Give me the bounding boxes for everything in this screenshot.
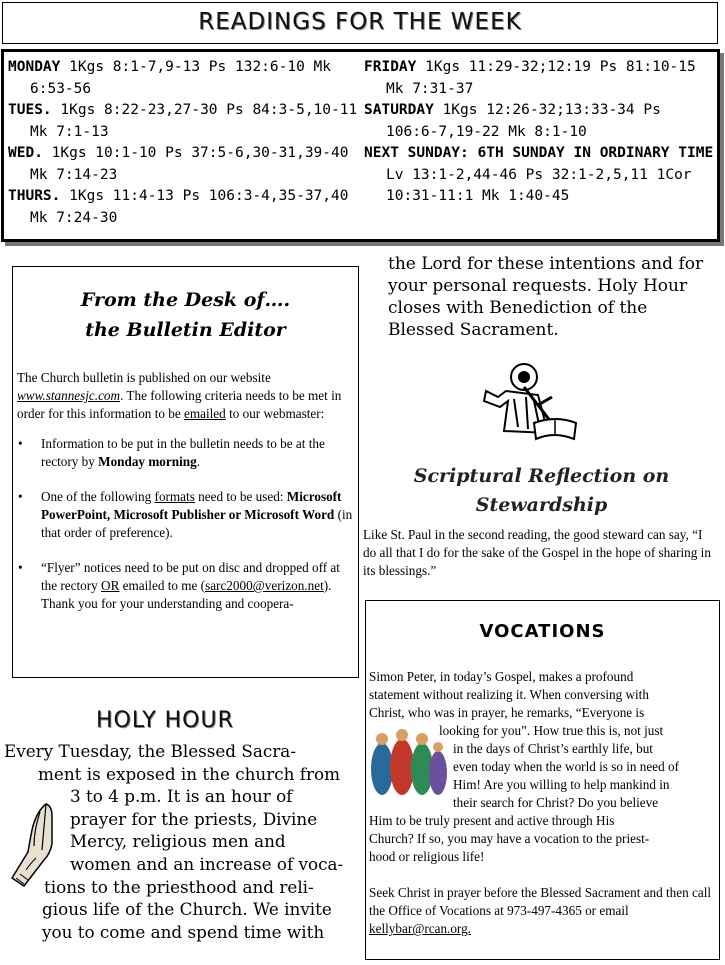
text: . The following criteria needs to be met in order for this information to be [17, 388, 342, 421]
vocations-line: Him! Are you willing to help mankind in [453, 777, 670, 792]
jesus-teaching-icon [478, 361, 578, 443]
text: Seek Christ in prayer before the Blessed Sacrament and then call the Office of Vocations at 973-497-4365 or email [369, 885, 712, 918]
reading-thurs [8, 186, 360, 229]
vocations-line: Christ, who was in prayer, he remarks, “Everyone is [369, 705, 645, 720]
emailed-text: emailed [184, 406, 226, 421]
readings-left-column [8, 57, 360, 229]
vocations-box [365, 600, 720, 960]
email-link[interactable]: kellybar@rcan.org. [369, 921, 471, 936]
scriptural-body: Like St. Paul in the second reading, the good steward can say, “I do all that I do for the sake of the Gospel in the hope of sharing in its blessings.” [363, 527, 711, 578]
holy-hour-line: gious life of the Church. We invite [42, 899, 332, 920]
holy-hour-line: women and an increase of voca- [70, 853, 344, 874]
holy-hour-line: ment is exposed in the church from [38, 763, 341, 784]
reading-friday [364, 57, 716, 100]
editor-box [12, 266, 359, 678]
reading-monday [8, 57, 360, 100]
vocations-line: even today when the world is so in need of [453, 759, 679, 774]
holy-hour-title: HOLY HOUR [96, 708, 234, 733]
reading-text: 1Kgs 10:1-10 Ps 37:5-6,30-31,39-40 Mk 7:14-23 [30, 145, 349, 183]
text: (in that order of preference). [41, 507, 353, 540]
editor-body [17, 369, 353, 630]
reading-text: 1Kgs 12:26-32;13:33-34 Ps 106:6-7,19-22 Mk 8:1-10 [386, 102, 661, 140]
vocations-line: Simon Peter, in today’s Gospel, makes a profound [369, 669, 634, 684]
reading-text: 1Kgs 8:22-23,27-30 Ps 84:3-5,10-11 Mk 7:1-13 [30, 102, 358, 140]
reading-text: 1Kgs 11:29-32;12:19 Ps 81:10-15 Mk 7:31-37 [386, 59, 696, 97]
editor-title-line2: the Bulletin Editor [85, 319, 286, 341]
text: Information to be put in the bulletin needs to be at the rectory by [41, 436, 325, 469]
holy-hour-line: tions to the priesthood and reli- [44, 876, 314, 897]
reading-wed [8, 143, 360, 186]
holy-hour-line: Every Tuesday, the Blessed Sacra- [4, 741, 296, 761]
vocations-title: VOCATIONS [479, 621, 606, 642]
reading-tues [8, 100, 360, 143]
list-item [17, 435, 353, 471]
text: The Church bulletin is published on our website [17, 370, 271, 385]
vocations-line: in the days of Christ’s earthly life, but [453, 741, 653, 756]
reading-day: FRIDAY [364, 59, 417, 75]
editor-title-line1: From the Desk of…. [80, 289, 291, 311]
editor-title [13, 285, 358, 345]
reading-day: THURS. [8, 188, 61, 204]
editor-intro [17, 369, 353, 423]
editor-criteria-list [17, 435, 353, 613]
holy-hour-line: you to come and spend time with [42, 921, 325, 942]
text: ). [323, 578, 332, 593]
text: emailed to me ( [119, 578, 206, 593]
reading-text: 1Kgs 8:1-7,9-13 Ps 132:6-10 Mk 6:53-56 [30, 59, 332, 97]
holy-hour-continued: the Lord for these intentions and for your personal requests. Holy Hour closes with Benediction of the Blessed Sacrament. [388, 254, 704, 340]
readings-header [2, 2, 718, 44]
text: formats [154, 489, 195, 504]
vocations-line: Him to be truly present and active through His [369, 813, 615, 828]
holy-hour-line: prayer for the priests, Divine [70, 808, 318, 829]
reading-day: TUES. [8, 102, 52, 118]
vocations-closing [369, 884, 715, 938]
reading-sunday [364, 143, 716, 208]
text: Microsoft PowerPoint, Microsoft Publisher or Microsoft Word [41, 489, 342, 522]
readings-title: READINGS FOR THE WEEK [198, 9, 522, 35]
reading-day: SATURDAY [364, 102, 434, 118]
vocations-line: hood or religious life! [369, 849, 485, 864]
readings-box [1, 49, 720, 242]
text: Monday morning [98, 454, 197, 469]
list-item [17, 488, 353, 542]
reading-text: Lv 13:1-2,44-46 Ps 32:1-2,5,11 1Cor 10:31-11:1 Mk 1:40-45 [386, 166, 692, 204]
reading-day: WED. [8, 145, 43, 161]
text: OR [101, 578, 120, 593]
holy-hour-line: Mercy, religious men and [70, 831, 286, 852]
text: need to be used: [194, 489, 287, 504]
vocations-body [369, 668, 715, 938]
text: Thank you for your understanding and coopera- [41, 596, 294, 611]
holy-hour-line: 3 to 4 p.m. It is an hour of [70, 786, 293, 807]
list-item [17, 559, 353, 613]
vocations-line: looking for you”. How true this is, not just [439, 723, 664, 738]
text: One of the following [41, 489, 155, 504]
website-link[interactable]: www.stannesjc.com [17, 388, 121, 403]
reading-text: 1Kgs 11:4-13 Ps 106:3-4,35-37,40 Mk 7:24-30 [30, 188, 349, 226]
vocations-line: Church? If so, you may have a vocation to the priest- [369, 831, 650, 846]
readings-right-column [364, 57, 716, 208]
text: to our webmaster: [225, 406, 325, 421]
email-link[interactable]: sarc2000@verizon.net [205, 578, 324, 593]
vocations-line: their search for Christ? Do you believe [453, 795, 659, 810]
praying-hands-icon [6, 800, 68, 890]
reading-day: NEXT SUNDAY: 6TH SUNDAY IN ORDINARY TIME [364, 145, 714, 161]
text: “Flyer” notices need to be put on disc and dropped off at the rectory [41, 560, 340, 593]
reading-saturday [364, 100, 716, 143]
text: . [196, 454, 200, 469]
vocations-line: statement without realizing it. When conversing with [369, 687, 649, 702]
reading-day: MONDAY [8, 59, 61, 75]
scriptural-title: Scriptural Reflection on Stewardship [413, 465, 670, 516]
